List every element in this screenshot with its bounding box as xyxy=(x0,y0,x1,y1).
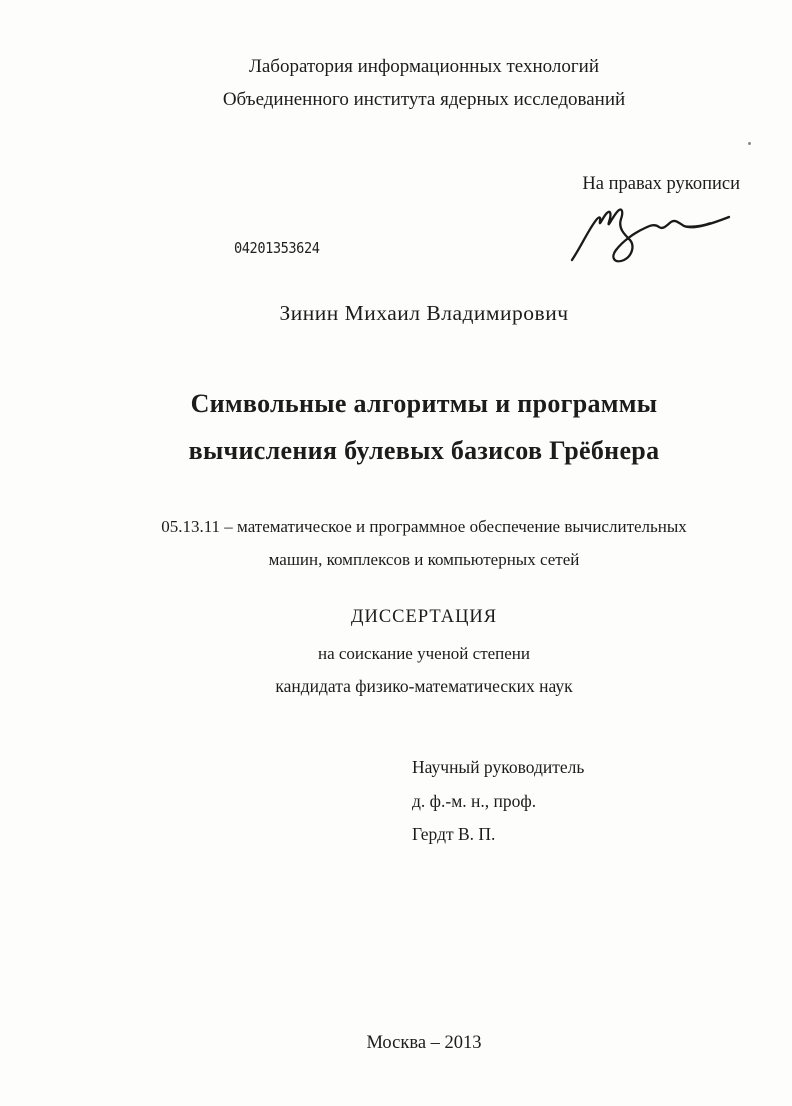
supervisor-name: Гердт В. П. xyxy=(412,824,496,844)
dissertation-title xyxy=(0,380,792,474)
supervisor-degree: д. ф.-м. н., проф. xyxy=(412,790,537,811)
degree-name-line: кандидата физико-математических наук xyxy=(275,676,573,696)
specialty-line-1: 05.13.11 – математическое и программное обеспечение вычислительных xyxy=(161,517,687,536)
manuscript-rights-note: На правах рукописи xyxy=(582,174,740,194)
document-type-label: ДИССЕРТАЦИЯ xyxy=(350,607,498,627)
author-name: Зинин Михаил Владимирович xyxy=(279,301,569,325)
degree-purpose-line: на соискание ученой степени xyxy=(317,644,531,663)
institution-line-2: Объединенного института ядерных исследований xyxy=(222,89,626,110)
supervisor-block xyxy=(412,751,584,852)
supervisor-label: Научный руководитель xyxy=(412,757,585,777)
institution-line-1: Лаборатория информационных технологий xyxy=(248,56,600,77)
dissertation-title-line-1: Символьные алгоритмы и программы xyxy=(190,389,658,418)
supervisor-signature-icon xyxy=(566,196,738,268)
dissertation-title-line-2: вычисления булевых базисов Грёбнера xyxy=(188,436,660,465)
registration-stamp-number: 04201353624 xyxy=(234,239,320,257)
scan-artifact-dot xyxy=(748,142,751,145)
city-year-line: Москва – 2013 xyxy=(366,1033,482,1053)
specialty-code xyxy=(0,510,792,576)
specialty-line-2: машин, комплексов и компьютерных сетей xyxy=(268,550,580,569)
